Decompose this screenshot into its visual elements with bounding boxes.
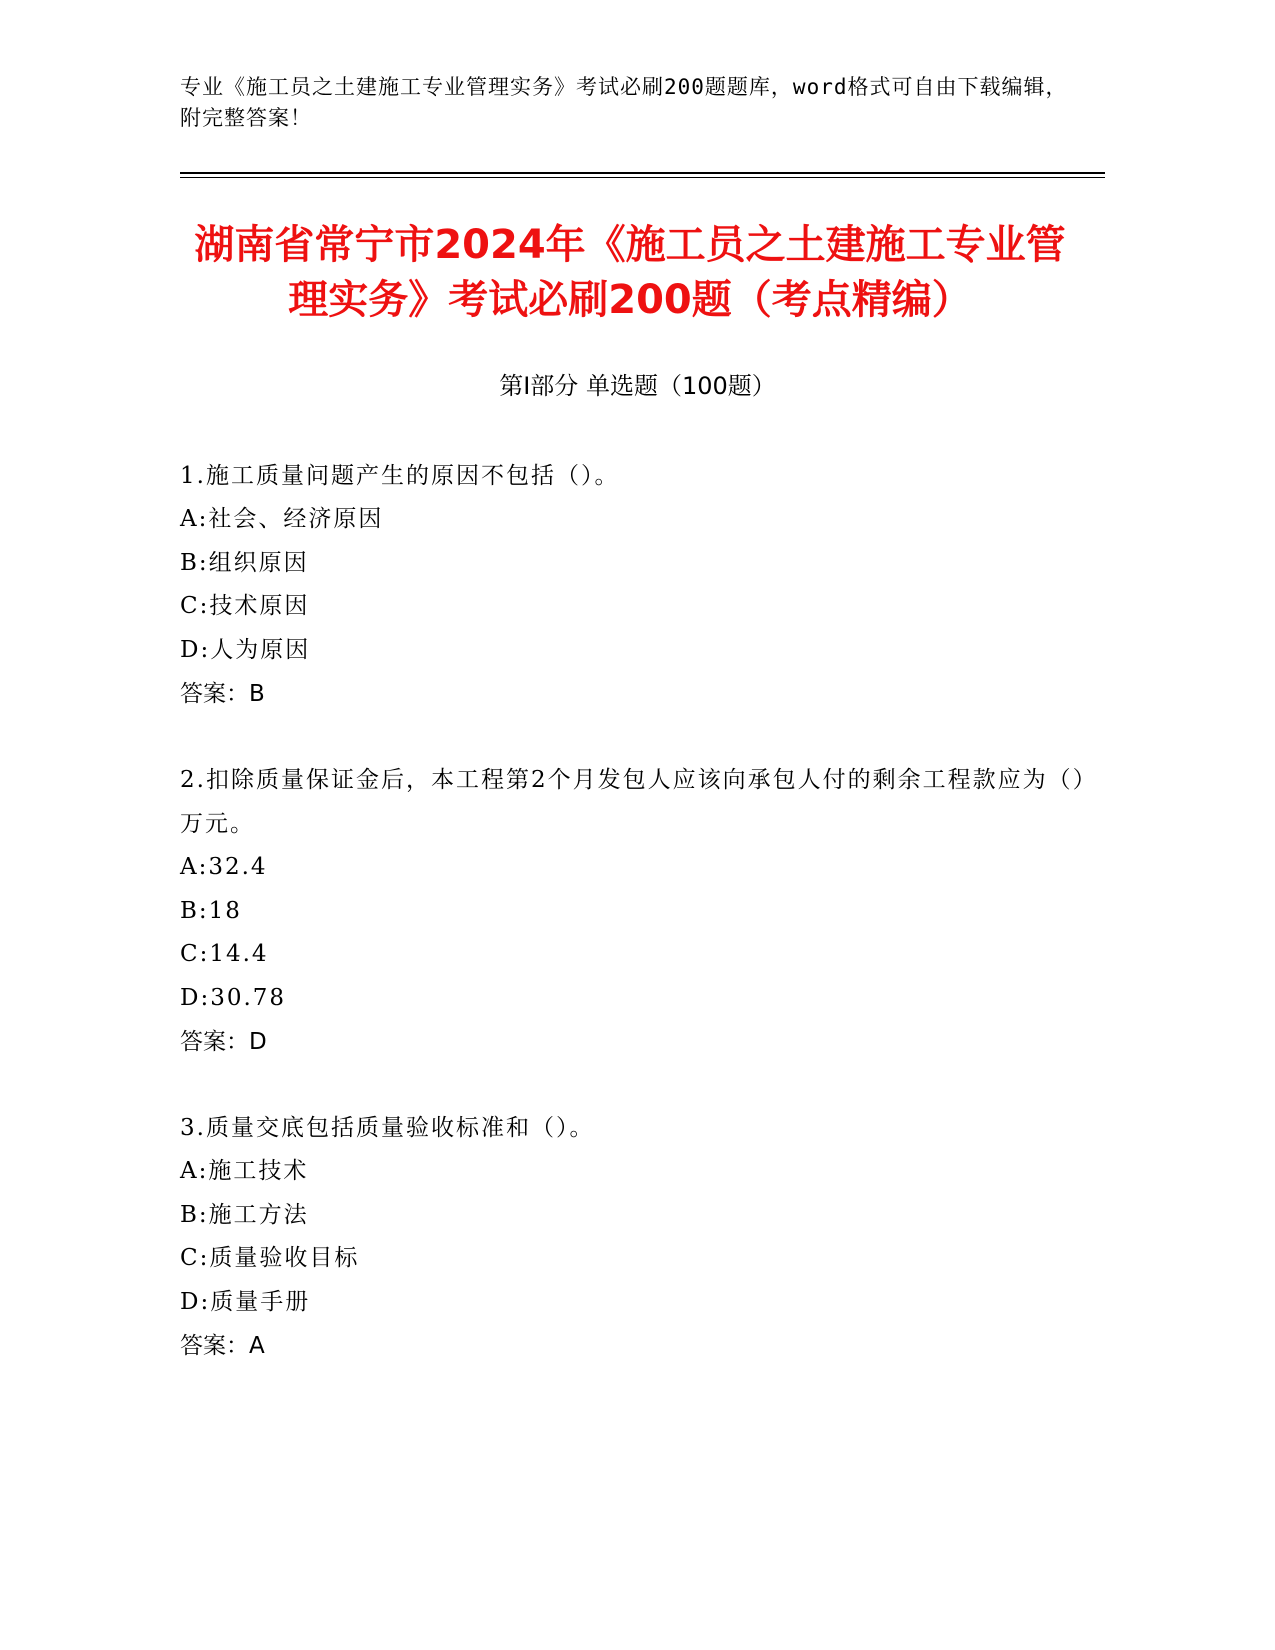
question-stem: 1.施工质量问题产生的原因不包括（）。	[180, 463, 620, 489]
option-a: A:社会、经济原因	[180, 506, 384, 532]
option-b: B:组织原因	[180, 549, 309, 576]
document-title: 湖南省常宁市2024年《施工员之土建施工专业管理实务》考试必刷200题（考点精编）	[194, 222, 1066, 323]
option-c: C:质量验收目标	[180, 1245, 360, 1271]
question-1	[180, 454, 1100, 716]
answer: 答案：A	[180, 1333, 265, 1359]
answer: 答案：D	[180, 1029, 267, 1055]
option-c: C:技术原因	[180, 593, 310, 619]
option-d: D:质量手册	[180, 1288, 311, 1315]
header-note: 专业《施工员之土建施工专业管理实务》考试必刷200题题库，word格式可自由下载编辑，附完整答案！	[180, 75, 1068, 130]
header-divider-thick	[180, 172, 1105, 174]
question-3	[180, 1106, 1100, 1368]
option-d: D:30.78	[180, 984, 287, 1011]
section-title: 第Ⅰ部分 单选题（100题）	[499, 372, 776, 400]
option-c: C:14.4	[180, 941, 269, 967]
option-a: A:32.4	[180, 854, 268, 880]
option-d: D:人为原因	[180, 636, 311, 663]
option-a: A:施工技术	[180, 1158, 309, 1184]
option-b: B:施工方法	[180, 1201, 309, 1228]
question-2	[180, 758, 1100, 1064]
header-divider-thin	[180, 177, 1105, 178]
answer: 答案：B	[180, 681, 265, 707]
question-stem: 3.质量交底包括质量验收标准和（）。	[180, 1115, 595, 1141]
option-b: B:18	[180, 897, 242, 924]
question-stem: 2.扣除质量保证金后，本工程第2个月发包人应该向承包人付的剩余工程款应为（）万元。	[180, 767, 1098, 837]
